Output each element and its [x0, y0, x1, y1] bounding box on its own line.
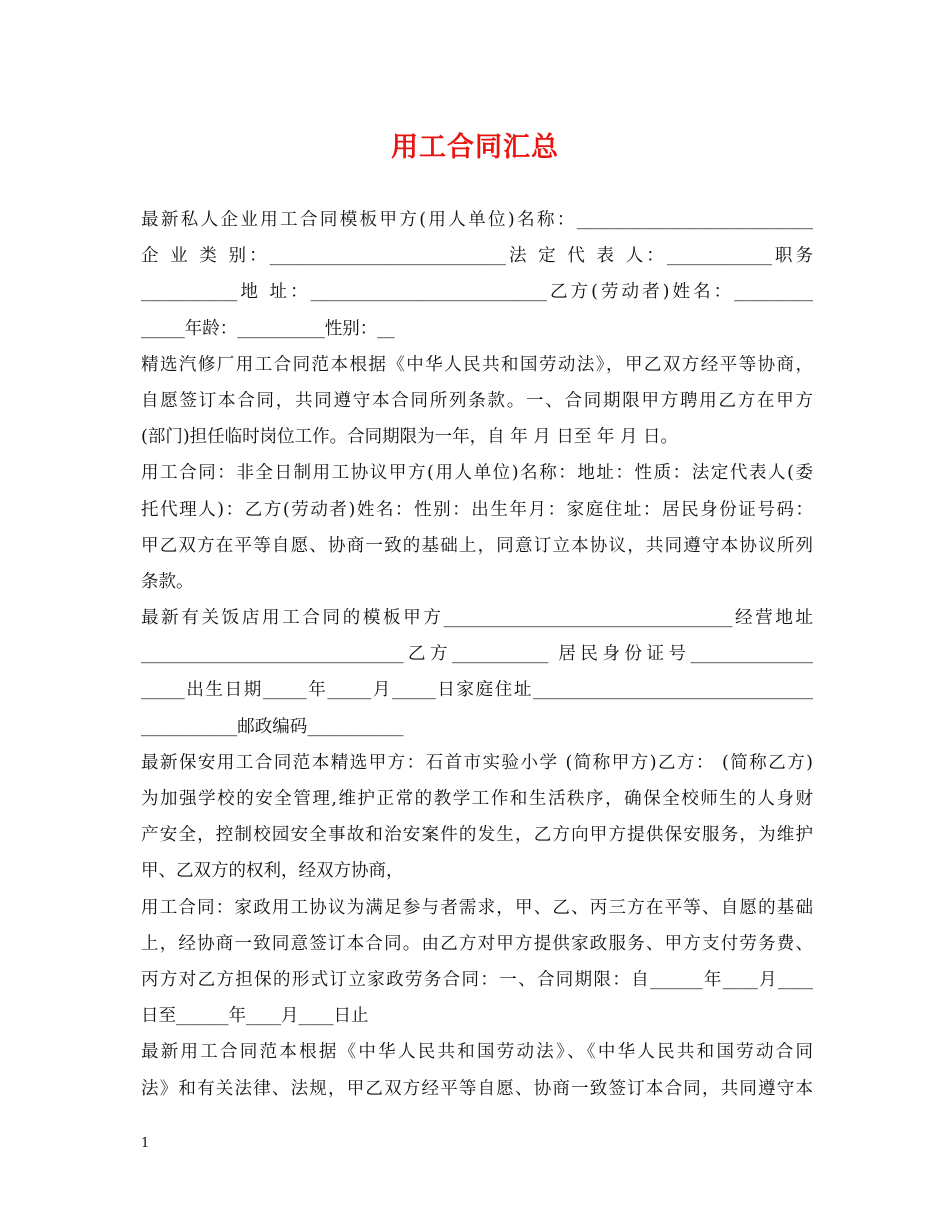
body-line: _____年龄：__________性别：__ [141, 318, 395, 339]
body-line: 自愿签订本合同，共同遵守本合同所列条款。一、合同期限甲方聘用乙方在甲方 [141, 390, 813, 411]
body-line: 甲、乙双方的权利，经双方协商， [141, 861, 404, 882]
body-line: 最新用工合同范本根据《中华人民共和国劳动法》、《中华人民共和国劳动合同 [141, 1042, 813, 1063]
body-line: 最新有关饭店用工合同的模板甲方_________________________________经营地址 [141, 608, 813, 629]
body-line: 最新私人企业用工合同模板甲方(用人单位)名称：___________________________ [141, 210, 813, 230]
body-line: 产安全，控制校园安全事故和治安案件的发生，乙方向甲方提供保安服务，为维护 [141, 825, 813, 846]
document-body [141, 202, 813, 1107]
body-line: ______________________________乙方___________ 居民身份证号______________ [141, 644, 813, 665]
document-title: 用工合同汇总 [391, 132, 559, 163]
body-line: 条款。 [141, 571, 194, 592]
body-line: 企 业 类 别：___________________________法 定 代 表 人：____________职务 [141, 246, 813, 267]
body-line: _____出生日期_____年_____月_____日家庭住址________________________________ [141, 680, 813, 701]
body-line: 用工合同：家政用工协议为满足参与者需求，甲、乙、丙三方在平等、自愿的基础 [141, 897, 813, 918]
body-line: 精选汽修厂用工合同范本根据《中华人民共和国劳动法》，甲乙双方经平等协商， [141, 354, 813, 375]
body-line: 丙方对乙方担保的形式订立家政劳务合同：一、合同期限：自______年____月____ [141, 969, 813, 990]
body-line: ___________邮政编码___________ [141, 716, 404, 737]
body-line: 甲乙双方在平等自愿、协商一致的基础上，同意订立本协议，共同遵守本协议所列 [141, 535, 813, 556]
page-number: 1 [141, 1136, 150, 1151]
body-line: 最新保安用工合同范本精选甲方：石首市实验小学 (简称甲方)乙方： (简称乙方) [141, 752, 813, 773]
body-line: 托代理人)：乙方(劳动者)姓名：性别：出生年月：家庭住址：居民身份证号码： [141, 499, 813, 520]
body-line: (部门)担任临时岗位工作。合同期限为一年，自 年 月 日至 年 月 日。 [141, 427, 679, 448]
body-line: ___________地 址：___________________________乙方(劳动者)姓名：_________ [141, 282, 813, 303]
body-line: 法》和有关法律、法规，甲乙双方经平等自愿、协商一致签订本合同，共同遵守本 [141, 1078, 813, 1099]
body-line: 为加强学校的安全管理,维护正常的教学工作和生活秩序，确保全校师生的人身财 [141, 789, 813, 809]
body-line: 用工合同：非全日制用工协议甲方(用人单位)名称：地址：性质：法定代表人(委 [141, 463, 813, 484]
body-line: 日至______年____月____日止 [141, 1006, 369, 1027]
body-line: 上，经协商一致同意签订本合同。由乙方对甲方提供家政服务、甲方支付劳务费、 [141, 933, 813, 954]
